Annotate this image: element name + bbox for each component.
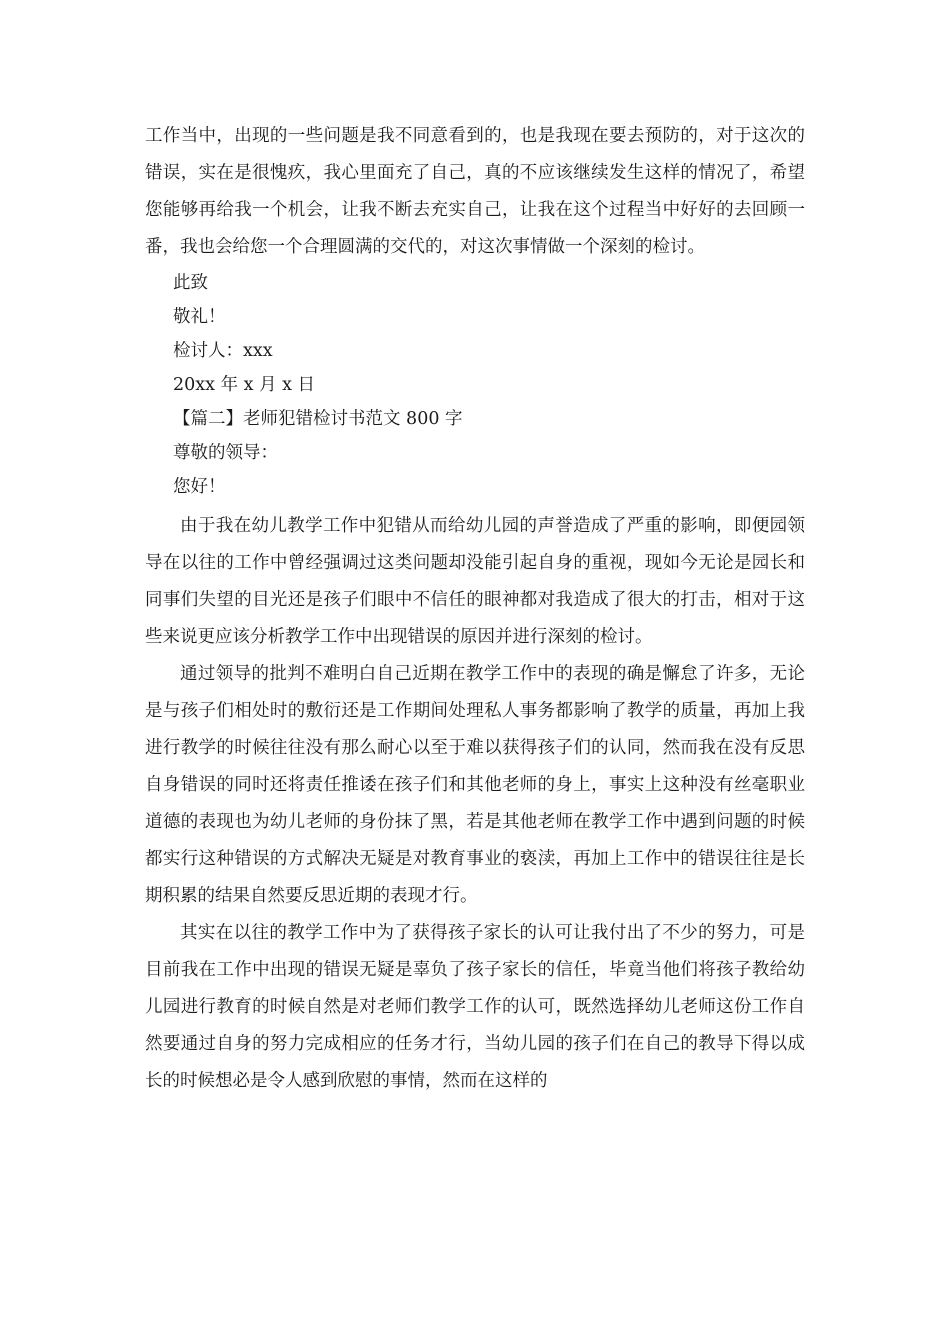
body-paragraph: 由于我在幼儿教学工作中犯错从而给幼儿园的声誉造成了严重的影响，即便园领导在以往的工作中曾经强调过这类问题却没能引起自身的重视，现如今无论是园长和同事们失望的目光还是孩子们眼中不信任的眼神都对我造成了很大的打击，相对于这些来说更应该分析教学工作中出现错误的原因并进行深刻的检讨。 xyxy=(145,516,805,647)
closing-salutation: 此致 xyxy=(173,273,208,293)
body-paragraph: 通过领导的批判不难明白自己近期在教学工作中的表现的确是懈怠了许多，无论是与孩子们相处时的敷衍还是工作期间处理私人事务都影响了教学的质量，再加上我进行教学的时候往往没有那么耐心以至于难以获得孩子们的认同，然而我在没有反思自身错误的同时还将责任推诿在孩子们和其他老师的身上，事实上这种没有丝毫职业道德的表现也为幼儿老师的身份抹了黑，若是其他老师在教学工作中遇到问题的时候都实行这种错误的方式解决无疑是对教育事业的亵渎，再加上工作中的错误往往是长期积累的结果自然要反思近期的表现才行。 xyxy=(145,664,805,906)
date-line: 20xx 年 x 月 x 日 xyxy=(173,375,316,395)
paragraph-continuation: 工作当中，出现的一些问题是我不同意看到的，也是我现在要去预防的，对于这次的错误，实在是很愧疚，我心里面充了自己，真的不应该继续发生这样的情况了，希望您能够再给我一个机会，让我不断去充实自己，让我在这个过程当中好好的去回顾一番，我也会给您一个合理圆满的交代的，对这次事情做一个深刻的检讨。 xyxy=(145,126,805,257)
letter-addressee: 尊敬的领导： xyxy=(173,443,278,463)
body-paragraph: 其实在以往的教学工作中为了获得孩子家长的认可让我付出了不少的努力，可是目前我在工作中出现的错误无疑是辜负了孩子家长的信任，毕竟当他们将孩子教给幼儿园进行教育的时候自然是对老师们教学工作的认可，既然选择幼儿老师这份工作自然要通过自身的努力完成相应的任务才行，当幼儿园的孩子们在自己的教导下得以成长的时候想必是令人感到欣慰的事情，然而在这样的 xyxy=(145,923,805,1091)
letter-greeting: 您好！ xyxy=(173,477,226,497)
closing-regards: 敬礼！ xyxy=(173,307,226,327)
section-heading: 【篇二】老师犯错检讨书范文 800 字 xyxy=(173,409,463,429)
document-content xyxy=(145,118,805,1100)
signature-line: 检讨人：xxx xyxy=(173,341,273,361)
